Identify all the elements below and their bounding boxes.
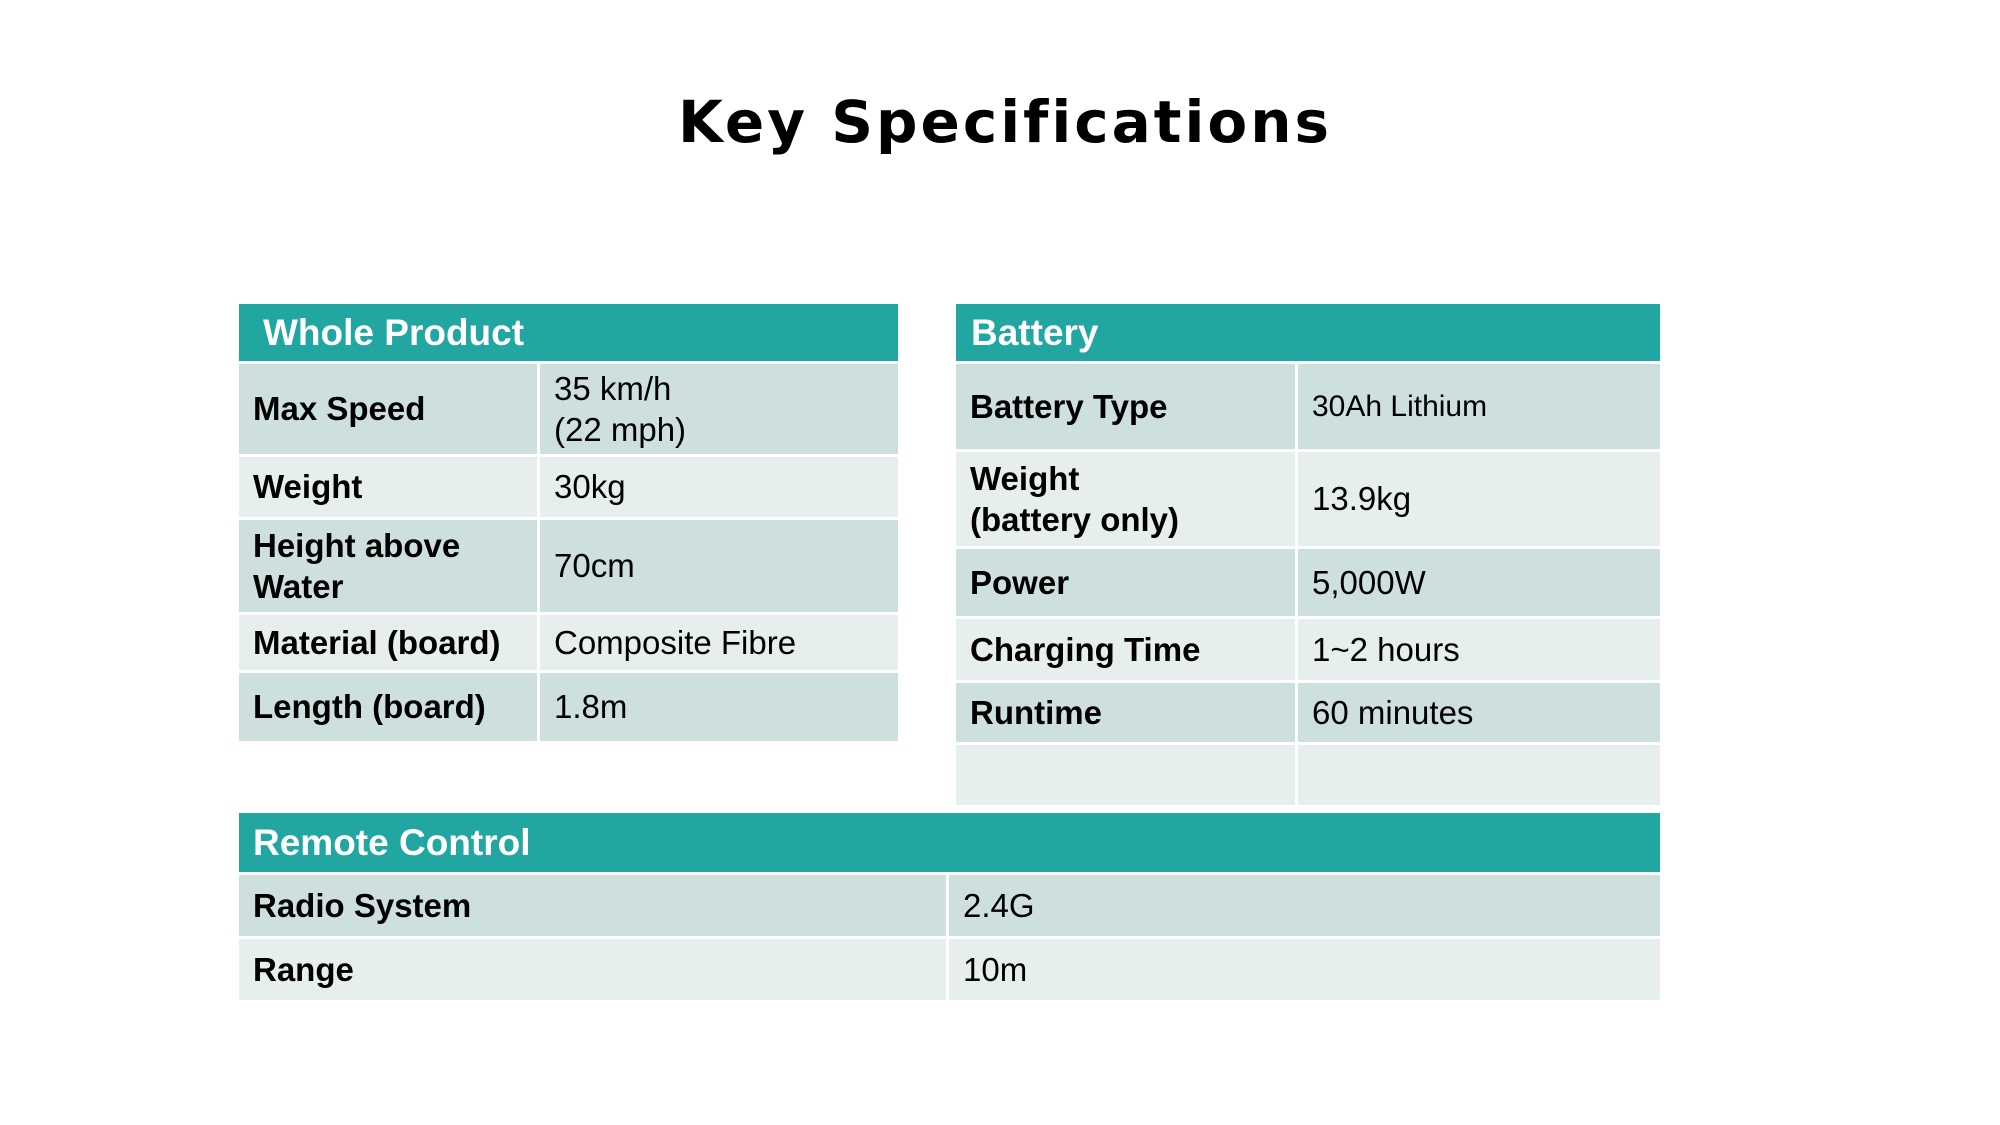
spec-value: 10m: [949, 939, 1660, 1000]
spec-label: Battery Type: [956, 364, 1298, 449]
spec-value: 60 minutes: [1298, 683, 1660, 742]
table-row: [956, 452, 1660, 546]
spec-value: 2.4G: [949, 875, 1660, 936]
battery-table: [956, 301, 1660, 808]
table-row: [239, 939, 1660, 1000]
spec-value: 30Ah Lithium: [1298, 364, 1660, 449]
whole-product-header: Whole Product: [239, 304, 898, 361]
spec-label: Material (board): [239, 615, 540, 670]
whole-product-table: [239, 301, 898, 744]
remote-control-table: [239, 810, 1660, 1003]
table-row: [239, 364, 898, 454]
table-row: [239, 673, 898, 741]
table-row: [956, 549, 1660, 616]
table-row: [239, 615, 898, 670]
spec-value: 13.9kg: [1298, 452, 1660, 546]
spec-value: 5,000W: [1298, 549, 1660, 616]
spec-label: Length (board): [239, 673, 540, 741]
spec-value: 1~2 hours: [1298, 619, 1660, 680]
spec-value: 1.8m: [540, 673, 898, 741]
remote-control-header: Remote Control: [239, 813, 1660, 872]
spec-label: Runtime: [956, 683, 1298, 742]
table-row-empty: [956, 745, 1660, 805]
table-row: [239, 520, 898, 612]
spec-label: Power: [956, 549, 1298, 616]
spec-label: Weight: [239, 457, 540, 517]
spec-value: Composite Fibre: [540, 615, 898, 670]
table-row: [239, 457, 898, 517]
spec-label: Range: [239, 939, 949, 1000]
spec-label: Weight (battery only): [956, 452, 1298, 546]
spec-value: 30kg: [540, 457, 898, 517]
spec-label: Max Speed: [239, 364, 540, 454]
spec-value: 70cm: [540, 520, 898, 612]
empty-cell: [956, 745, 1298, 805]
table-row: [956, 364, 1660, 449]
table-row: [956, 619, 1660, 680]
battery-header: Battery: [956, 304, 1660, 361]
table-row: [239, 875, 1660, 936]
spec-label: Radio System: [239, 875, 949, 936]
spec-label: Height above Water: [239, 520, 540, 612]
spec-value: 35 km/h (22 mph): [540, 364, 898, 454]
table-row: [956, 683, 1660, 742]
spec-label: Charging Time: [956, 619, 1298, 680]
empty-cell: [1298, 745, 1660, 805]
page-title: Key Specifications: [677, 88, 1333, 156]
